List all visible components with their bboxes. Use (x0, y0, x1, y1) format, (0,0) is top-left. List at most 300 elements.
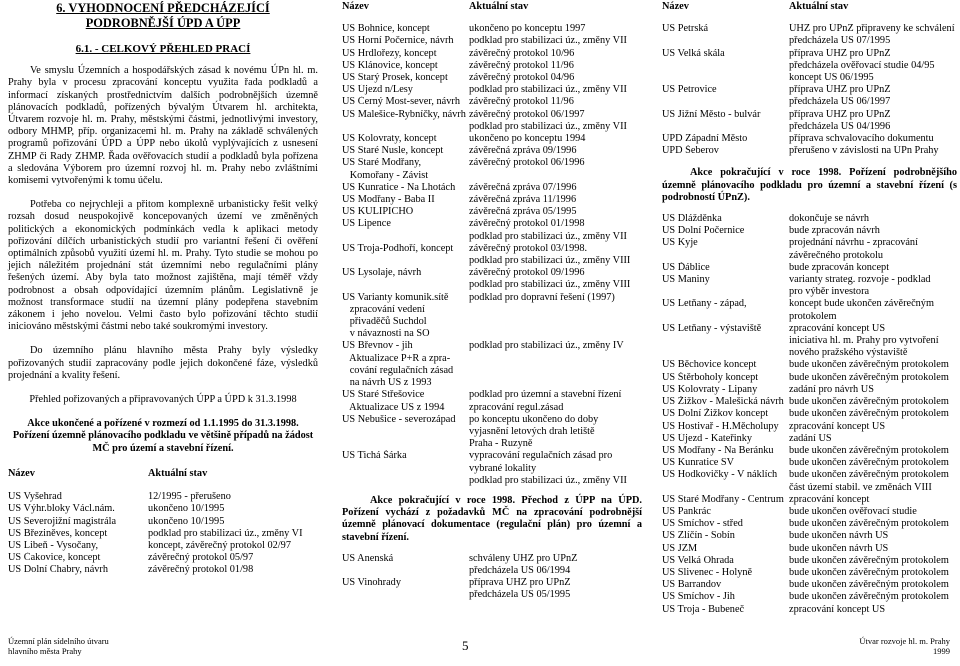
cell-name: cování regulačních zásad (342, 364, 454, 376)
cell-status: iniciativa hl. m. Prahy pro vytvoření (789, 335, 939, 347)
table-row (662, 23, 957, 35)
table-row (662, 518, 957, 530)
cell-name: Aktualizace US z 1994 (342, 401, 445, 413)
cell-name: US Kolovraty - Lipany (662, 383, 758, 395)
table-row (662, 311, 957, 323)
cell-name: US Hodkovičky - V náklích (662, 469, 778, 481)
table-row (342, 316, 642, 328)
cell-status: příprava ÚHZ pro ÚPnZ (789, 108, 891, 120)
footer-right-line2: 1999 (933, 646, 950, 656)
cell-name: US Hrdlořezy, koncept (342, 47, 437, 59)
cell-status: dokončuje se návrh (789, 213, 870, 225)
cell-name: US Severojižní magistrála (8, 515, 117, 527)
cell-name: US Letňany - západ, (662, 298, 747, 310)
table-row (8, 516, 318, 528)
cell-name: US Malešice-Rybníčky, návrh (342, 108, 466, 120)
cell-status: zadání pro návrh US (789, 383, 874, 395)
cell-name: US Petrovice (662, 84, 717, 96)
cell-status: zpracování regul.zásad (469, 401, 564, 413)
header-name: Název (8, 467, 35, 479)
cell-name: US Kunratice - Na Lhotách (342, 181, 456, 193)
cell-status: bude ukončen návrh US (789, 542, 889, 554)
cell-status: podklad pro územní a stavební řízení (469, 389, 622, 401)
table-row (342, 206, 642, 218)
cell-name (662, 347, 789, 359)
cell-status (469, 365, 642, 377)
cell-status: závěrečná zpráva 07/1996 (469, 181, 577, 193)
cell-status: podklad pro stabilizaci úz., změny VIII (469, 255, 631, 267)
cell-status: bude ukončen závěrečným protokolem (789, 371, 949, 383)
cell-name: Aktualizace P+R a zpra- (342, 352, 451, 364)
cell-status: bude ukončen ověřovací studie (789, 505, 917, 517)
cell-status: předcházela US 05/1995 (469, 589, 571, 601)
cell-status: podklad pro stabilizaci úz., změny VII (469, 84, 627, 96)
table-row (8, 540, 318, 552)
table-row (662, 482, 957, 494)
cell-name: Komořany - Závist (342, 169, 429, 181)
header-status: Aktuální stav (148, 467, 208, 479)
cell-name (342, 279, 469, 291)
table-row (662, 250, 957, 262)
table-row (8, 491, 318, 503)
table-row (342, 450, 642, 462)
cell-name: US Běchovice koncept (662, 359, 757, 371)
table-row (662, 555, 957, 567)
table-row (342, 328, 642, 340)
cell-status: předcházela US 04/1996 (789, 120, 891, 132)
cell-status: bude ukončen závěrečným protokolem (789, 408, 949, 420)
cell-status: závěrečný protokol 09/1996 (469, 267, 585, 279)
header-name: Název (342, 1, 369, 12)
column-left (8, 0, 318, 577)
cell-name: US Anenská (342, 552, 394, 564)
cell-status: ukončeno po konceptu 1994 (469, 133, 586, 145)
table-row (662, 225, 957, 237)
table-row (342, 23, 642, 35)
cell-name: US Černý Most-sever, návrh (342, 96, 460, 108)
paragraph-overview: Přehled pořizovaných a připravovaných ÚPP a ÚPD k 31.3.1998 (29, 394, 297, 406)
cell-name (342, 426, 469, 438)
paragraph-results: Do územního plánu hlavního města Prahy byly výsledky pořizovaných studií zapracovány podle jejich dokončené fáze, výsledků projednání a kvality řešení. (8, 345, 318, 381)
cell-name: US JZM (662, 542, 698, 554)
table-row (662, 48, 957, 60)
cell-name: US Dolní Žižkov koncept (662, 408, 769, 420)
cell-name: na návrh US z 1993 (342, 377, 432, 389)
cell-name: US Klánovice, koncept (342, 59, 438, 71)
table-row (342, 35, 642, 47)
table-studies (342, 23, 642, 487)
cell-status: příprava ÚHZ pro ÚPnZ (789, 84, 891, 96)
cell-status: 12/1995 - přerušeno (148, 491, 231, 503)
cell-status: závěrečný protokol 06/1996 (469, 157, 585, 169)
table-row (342, 365, 642, 377)
header-status: Aktuální stav (789, 1, 849, 12)
cell-name: US Štěrboholy koncept (662, 371, 759, 383)
cell-name (342, 589, 469, 601)
cell-status: bude ukončen závěrečným protokolem (789, 554, 949, 566)
cell-name (342, 438, 469, 450)
subsection-title: 6.1. - CELKOVÝ PŘEHLED PRACÍ (75, 43, 251, 55)
table-row (342, 577, 642, 589)
cell-name: US Břevnov - jih (342, 340, 413, 352)
table-row (342, 218, 642, 230)
table-row (342, 48, 642, 60)
cell-status: příprava ÚHZ pro ÚPnZ (469, 577, 571, 589)
bold-block-continuing-upp: Akce pokračující v roce 1998. Pořízení podrobnějšího územně plánovacího podkladu pro územní a stavební řízení (s podrobností ÚPnZ). (662, 167, 957, 203)
table-row (662, 433, 957, 445)
cell-name (662, 335, 789, 347)
footer-right (859, 636, 950, 656)
cell-name: US Lysolaje, návrh (342, 267, 422, 279)
cell-status: koncept, závěrečný protokol 02/97 (148, 539, 291, 551)
cell-name: US Nebušice - severozápad (342, 413, 456, 425)
table-row (342, 304, 642, 316)
cell-status: bude ukončen závěrečným protokolem (789, 579, 949, 591)
bold-block-completed: Akce ukončené a pořízené v rozmezí od 1.1.1995 do 31.3.1998. Pořízení územně plánovacího podkladu ve většině případů na žádost MČ pro území a stavební řízení. (12, 418, 314, 454)
cell-name (662, 482, 789, 494)
cell-status: podklad pro stabilizaci úz., změny VII (469, 230, 627, 242)
table-row (342, 133, 642, 145)
cell-name: US Staré Modřany, (342, 157, 422, 169)
table-row (662, 145, 957, 157)
footer-left-line2: hlavního města Prahy (8, 646, 82, 656)
cell-status (469, 353, 642, 365)
cell-status: podklad pro stabilizaci úz., změny VIII (469, 279, 631, 291)
cell-status: závěrečný protokol 11/96 (469, 59, 574, 71)
cell-status: bude zpracován koncept (789, 261, 890, 273)
cell-name: US Újezd n/Lesy (342, 84, 413, 96)
cell-name (662, 60, 789, 72)
table-row (662, 359, 957, 371)
table-row (8, 564, 318, 576)
table-row (662, 469, 957, 481)
table-header (342, 1, 642, 13)
table-row (342, 414, 642, 426)
table-header (662, 1, 957, 13)
cell-name (662, 250, 789, 262)
table-row (342, 426, 642, 438)
cell-status: protokolem (789, 310, 837, 322)
cell-status: nového pražského výstaviště (789, 347, 908, 359)
cell-status: ÚHZ pro ÚPnZ připraveny ke schválení (789, 23, 955, 35)
cell-name: US Velká skála (662, 47, 725, 59)
cell-name: US Libeň - Vysočany, (8, 539, 99, 551)
cell-status: projednání návrhu - zpracování (789, 237, 918, 249)
cell-status: závěrečná zpráva 09/1996 (469, 145, 577, 157)
cell-status: závěrečná zpráva 11/1996 (469, 194, 577, 206)
cell-status: bude ukončen návrh US (789, 530, 889, 542)
cell-status: předcházela ověřovací studie 04/95 (789, 59, 935, 71)
cell-name: US Horní Počernice, návrh (342, 35, 454, 47)
cell-status: podklad pro stabilizaci úz., změny IV (469, 340, 624, 352)
cell-status: závěrečná zpráva 05/1995 (469, 206, 577, 218)
cell-name: US KULIPICHO (342, 206, 414, 218)
table-row (662, 494, 957, 506)
table-row (662, 384, 957, 396)
table-row (662, 543, 957, 555)
table-row (8, 503, 318, 515)
cell-name (342, 565, 469, 577)
table-row (8, 528, 318, 540)
table-row (662, 262, 957, 274)
cell-status: závěrečný protokol 01/1998 (469, 218, 585, 230)
table-row (662, 60, 957, 72)
cell-status: vypracování regulačních zásad pro (469, 450, 613, 462)
cell-status: schváleny ÚHZ pro ÚPnZ (469, 552, 578, 564)
cell-status: vybrané lokality (469, 462, 537, 474)
cell-name: US Újezd - Kateřinky (662, 432, 753, 444)
cell-status: bude ukončen závěrečným protokolem (789, 444, 949, 456)
cell-status: přerušeno v závislosti na ÚPn Prahy (789, 145, 939, 157)
cell-name: US Žižkov - Malešická návrh (662, 396, 784, 408)
table-row (662, 121, 957, 133)
table-row (342, 463, 642, 475)
cell-name: US Výhr.bloky Václ.nám. (8, 503, 115, 515)
table-row (342, 194, 642, 206)
cell-status: bude ukončen závěrečným protokolem (789, 469, 949, 481)
cell-status: závěrečný protokol 04/96 (469, 72, 575, 84)
cell-name: US Letňany - výstaviště (662, 322, 762, 334)
cell-status: ukončeno po konceptu 1997 (469, 23, 586, 35)
cell-name: US Zlíčín - Sobín (662, 530, 735, 542)
cell-status: závěrečný protokol 01/98 (148, 564, 254, 576)
column-right (662, 0, 957, 616)
cell-status (469, 304, 642, 316)
cell-name (342, 231, 469, 243)
cell-name: v návaznosti na SO (342, 328, 430, 340)
table-upd (342, 553, 642, 602)
cell-status: zpracování koncept US (789, 322, 886, 334)
section-title-line1: 6. VYHODNOCENÍ PŘEDCHÁZEJÍCÍ (56, 1, 270, 15)
cell-name: US Staré Modřany - Centrum (662, 493, 784, 505)
table-row (662, 84, 957, 96)
cell-status (469, 377, 642, 389)
table-row (662, 579, 957, 591)
cell-name: US Modřany - Na Beránku (662, 444, 774, 456)
cell-name: US Troja - Bubeneč (662, 603, 745, 615)
cell-status: podklad pro stabilizaci úz., změny VI (148, 527, 303, 539)
cell-status: předcházela US 06/1994 (469, 564, 571, 576)
cell-status: koncept US 06/1995 (789, 72, 874, 84)
cell-status (469, 170, 642, 182)
cell-name (342, 463, 469, 475)
cell-status: bude ukončen závěrečným protokolem (789, 591, 949, 603)
column-middle (342, 0, 642, 602)
cell-name: US Pankrác (662, 505, 711, 517)
table-row (662, 298, 957, 310)
cell-status: zpracování koncept (789, 493, 870, 505)
cell-status: příprava schvalovacího dokumentu (789, 133, 934, 145)
cell-name (662, 72, 789, 84)
cell-name: US Kunratice SV (662, 457, 735, 469)
paragraph-studies: Potřeba co nejrychleji a přitom komplexně urbanisticky řešit velký rozsah dosud neuspokojivě koncepovaných území ve změněných politických a ekonomických podmínkách vedla k aplikaci metody pořizování dílčích urbanistických studií pro variantní řešení či ověření optimálních způsobů využití území hl. m. Prahy. Tyto studie se mohou po jejich náležitém projednání stát územními nebo regulačními plány řešených území. Aby byla tato možnost zajištěna, mají téměř vždy podrobnost a obsah odpovídající územním plánům. Legislativně je možnost transformace studií na územní plány podepřena stavebním zákonem i jeho novelou. Velmi často bylo pořizování těchto studií iniciováno městskými částmi nebo také soukromými investory. (8, 199, 318, 333)
table-completed (8, 491, 318, 576)
table-row (662, 604, 957, 616)
table-header (8, 468, 318, 480)
table-row (342, 553, 642, 565)
table-row (342, 60, 642, 72)
table-row (662, 530, 957, 542)
table-row (342, 340, 642, 352)
table-row (662, 347, 957, 359)
paragraph-intro: Ve smyslu Územních a hospodářských zásad k novému ÚPn hl. m. Prahy byla v procesu zpracování konceptu využita řada podkladů a informací získaných prostřednictvím dalších podrobnějších územně plánovacích podkladů, pořízených bývalým Útvarem hl. architekta, Útvarem rozvoje hl. m. Prahy, městskými částmi, jednotlivými investory, odbory MHMP, příp. organizacemi hl. m. Prahy na základě schválených programů pořizování ÚPD a ÚPP nebo úkolů vyplývajících z usnesení ZHMP či Rady ZHMP. Řada ověřovacích studií a podkladů byla pořízena a sledována Výborem pro územní rozvoj hl. m. Prahy nebo zvláštními komisemi vytvořenými k tomu účelu. (8, 65, 318, 187)
cell-name: US Velká Ohrada (662, 554, 734, 566)
cell-status: závěrečný protokol 05/97 (148, 552, 254, 564)
table-row (662, 421, 957, 433)
cell-name: US Dolní Chabry, návrh (8, 564, 109, 576)
cell-name: US Bohnice, koncept (342, 23, 430, 35)
cell-name (342, 255, 469, 267)
cell-name: ÚPD Šeberov (662, 145, 719, 157)
table-row (342, 377, 642, 389)
table-row (342, 255, 642, 267)
table-upp (662, 213, 957, 616)
table-row (662, 133, 957, 145)
cell-status: podklad pro stabilizaci úz., změny VII (469, 35, 627, 47)
table-row (342, 231, 642, 243)
table-row (342, 292, 642, 304)
cell-name: US Kolovraty, koncept (342, 133, 437, 145)
cell-name: US Čakovice, koncept (8, 552, 101, 564)
table-row (342, 109, 642, 121)
cell-name: US Starý Prosek, koncept (342, 72, 448, 84)
table-row (342, 243, 642, 255)
cell-name (662, 35, 789, 47)
cell-name: US Vinohrady (342, 577, 401, 589)
table-row (662, 213, 957, 225)
cell-name: zpracování vedení (342, 303, 425, 315)
table-row (342, 84, 642, 96)
cell-status: část území stabil. ve změnách VIII (789, 481, 932, 493)
cell-status: varianty strateg. rozvoje - podklad (789, 274, 931, 286)
cell-status: vyjasnění letových drah letiště (469, 425, 595, 437)
cell-status: Praha - Ruzyně (469, 438, 533, 450)
table-row (662, 323, 957, 335)
cell-name: US Dlážděnka (662, 213, 722, 225)
cell-status: podklad pro dopravní řešení (1997) (469, 291, 615, 303)
table-row (342, 170, 642, 182)
cell-status: předcházela US 07/1995 (789, 35, 891, 47)
cell-status: příprava ÚHZ pro ÚPnZ (789, 47, 891, 59)
table-row (662, 567, 957, 579)
table-row (342, 402, 642, 414)
table-row (342, 145, 642, 157)
cell-status: pro výběr investora (789, 286, 870, 298)
table-row (662, 286, 957, 298)
cell-name: přivaděčů Suchdol (342, 316, 427, 328)
cell-status: bude ukončen závěrečným protokolem (789, 518, 949, 530)
table-row (662, 506, 957, 518)
footer-left (8, 636, 109, 656)
cell-status: po konceptu ukončeno do doby (469, 413, 599, 425)
cell-status: bude ukončen závěrečným protokolem (789, 566, 949, 578)
cell-name: US Slivenec - Holyně (662, 566, 753, 578)
cell-status: bude ukončen závěrečným protokolem (789, 457, 949, 469)
cell-status (469, 316, 642, 328)
cell-name: US Březiněves, koncept (8, 527, 108, 539)
cell-status: koncept bude ukončen závěrečným (789, 298, 934, 310)
table-row (342, 389, 642, 401)
cell-name: US Dolní Počernice (662, 225, 745, 237)
table-row (8, 552, 318, 564)
table-row (342, 157, 642, 169)
table-row (342, 565, 642, 577)
bold-block-continuing: Akce pokračující v roce 1998. Přechod z ÚPP na ÚPD. Pořízení vychází z požadavků MČ na zpracování podrobnější územně plánovací dokumentace (regulační plán) pro územní a stavební řízení. (342, 494, 642, 543)
cell-name: ÚPD Západní Město (662, 133, 748, 145)
cell-status: bude ukončen závěrečným protokolem (789, 396, 949, 408)
header-name: Název (662, 1, 689, 12)
footer-left-line1: Územní plán sídelního útvaru (8, 636, 109, 646)
footer-right-line1: Útvar rozvoje hl. m. Prahy (859, 636, 950, 646)
table-row (342, 121, 642, 133)
cell-status: zpracování koncept US (789, 603, 886, 615)
cell-name (342, 121, 469, 133)
table-row (662, 96, 957, 108)
cell-name (342, 475, 469, 487)
table-row (662, 372, 957, 384)
cell-status: závěrečný protokol 03/1998. (469, 242, 588, 254)
cell-name: US Smíchov - střed (662, 518, 743, 530)
cell-status: předcházela US 06/1997 (789, 96, 891, 108)
header-status: Aktuální stav (469, 1, 529, 12)
cell-status: ukončeno 10/1995 (148, 515, 225, 527)
cell-name: US Jižní Město - bulvár (662, 108, 761, 120)
cell-status (469, 328, 642, 340)
cell-status: bude ukončen závěrečným protokolem (789, 359, 949, 371)
section-title-line2: PODROBNĚJŠÍ ÚPD A ÚPP (85, 16, 241, 30)
table-row (662, 591, 957, 603)
table-row (662, 335, 957, 347)
table-row (662, 237, 957, 249)
cell-status: zadání US (789, 432, 832, 444)
table-row (662, 445, 957, 457)
table-row (662, 35, 957, 47)
table-row (662, 109, 957, 121)
cell-status: podklad pro stabilizaci úz., změny VII (469, 120, 627, 132)
cell-name: US Lipence (342, 218, 391, 230)
table-row (662, 396, 957, 408)
cell-status: ukončeno 10/1995 (148, 503, 225, 515)
cell-status: podklad pro stabilizaci úz., změny VII (469, 474, 627, 486)
page-number: 5 (462, 638, 469, 653)
cell-name: US Ďáblice (662, 261, 710, 273)
table-row (342, 589, 642, 601)
table-row (342, 279, 642, 291)
cell-status: závěrečného protokolu (789, 249, 884, 261)
cell-name: US Varianty komunik.sítě (342, 291, 449, 303)
cell-status: závěrečný protokol 11/96 (469, 96, 574, 108)
cell-status: bude zpracován návrh (789, 225, 880, 237)
cell-name: US Modřany - Baba II (342, 194, 435, 206)
table-row (342, 182, 642, 194)
table-row (342, 96, 642, 108)
cell-name (662, 96, 789, 108)
table-row (342, 438, 642, 450)
cell-status: zpracování koncept US (789, 420, 886, 432)
cell-name: US Petrská (662, 23, 709, 35)
cell-status: závěrečný protokol 10/96 (469, 47, 575, 59)
cell-name (662, 286, 789, 298)
cell-name: US Maniny (662, 274, 710, 286)
cell-name: US Vyšehrad (8, 491, 62, 503)
table-row (342, 353, 642, 365)
cell-name: US Staré Nusle, koncept (342, 145, 444, 157)
table-row (662, 72, 957, 84)
table-row (662, 408, 957, 420)
table-row (662, 457, 957, 469)
cell-name: US Hostivař - H.Měcholupy (662, 420, 779, 432)
table-upd-prep (662, 23, 957, 157)
